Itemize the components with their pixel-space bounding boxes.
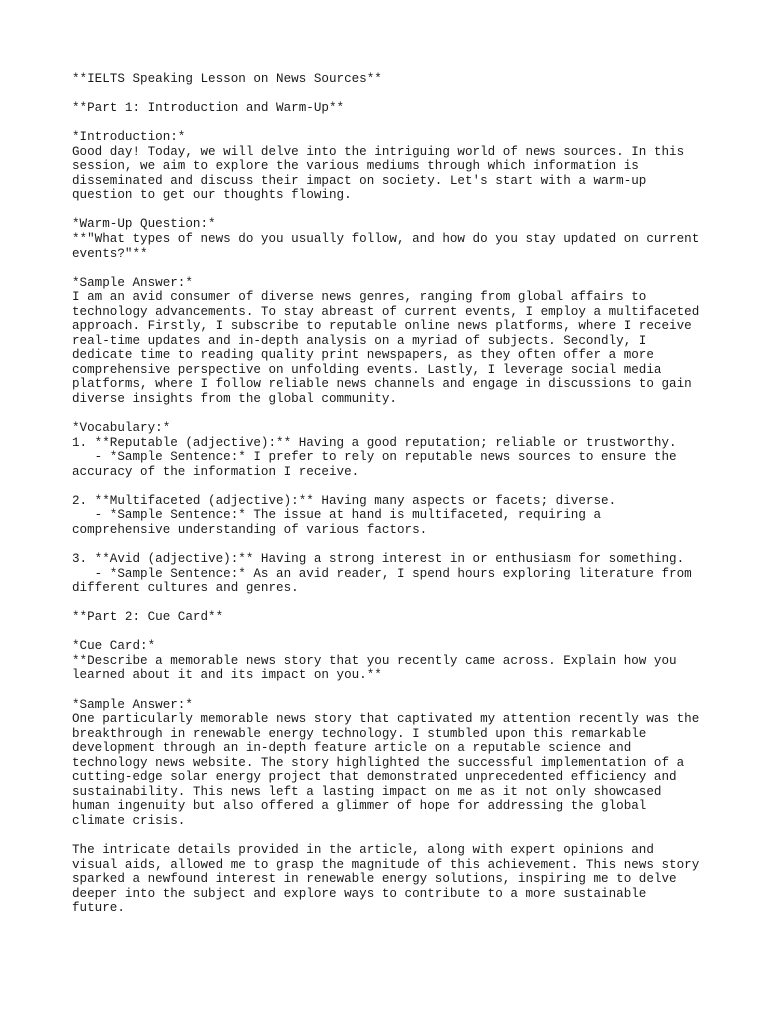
vocabulary-definition: 1. **Reputable (adjective):** Having a good reputation; reliable or trustworthy. — [72, 435, 677, 450]
vocabulary-sample-sentence: - *Sample Sentence:* I prefer to rely on reputable news sources to ensure the — [72, 450, 677, 465]
spacer — [72, 116, 712, 131]
paragraph-line: human ingenuity but also offered a glimmer of hope for addressing the global — [72, 799, 647, 814]
vocabulary-item — [72, 552, 712, 596]
paragraph-line: sparked a newfound interest in renewable energy solutions, inspiring me to delve — [72, 872, 677, 887]
paragraph-line: I am an avid consumer of diverse news genres, ranging from global affairs to — [72, 290, 647, 305]
cue-card-prompt — [72, 654, 712, 683]
vocabulary-item — [72, 436, 712, 480]
paragraph-line: **"What types of news do you usually follow, and how do you stay updated on current — [72, 232, 700, 247]
paragraph-line: diverse insights from the global community. — [72, 392, 397, 407]
part2-heading: **Part 2: Cue Card** — [72, 610, 224, 625]
paragraph-line: cutting-edge solar energy project that demonstrated unprecedented efficiency and — [72, 770, 677, 785]
spacer — [72, 683, 712, 698]
vocabulary-sample-sentence: - *Sample Sentence:* The issue at hand is multifaceted, requiring a — [72, 508, 602, 523]
paragraph-line: real-time updates and in-depth analysis on a myriad of subjects. Secondly, I — [72, 333, 647, 348]
paragraph-line: approach. Firstly, I subscribe to reputable online news platforms, where I receive — [72, 319, 692, 334]
document-page — [72, 72, 712, 916]
vocabulary-definition: 2. **Multifaceted (adjective):** Having many aspects or facets; diverse. — [72, 493, 617, 508]
sample-answer-paragraph — [72, 843, 712, 916]
spacer — [72, 596, 712, 611]
introduction-label: *Introduction:* — [72, 130, 186, 145]
spacer — [72, 407, 712, 422]
paragraph-line: future. — [72, 901, 125, 916]
paragraph-line: deeper into the subject and explore ways to contribute to a more sustainable — [72, 886, 647, 901]
paragraph-line: sustainability. This news left a lasting impact on me as it not only showcased — [72, 784, 662, 799]
paragraph-line: events?"** — [72, 246, 148, 261]
vocabulary-definition: 3. **Avid (adjective):** Having a strong interest in or enthusiasm for something. — [72, 552, 685, 567]
vocabulary-item — [72, 494, 712, 538]
vocabulary-label: *Vocabulary:* — [72, 421, 171, 436]
spacer — [72, 625, 712, 640]
paragraph-line: One particularly memorable news story that captivated my attention recently was the — [72, 712, 700, 727]
vocabulary-sample-sentence: comprehensive understanding of various factors. — [72, 522, 428, 537]
paragraph-line: question to get our thoughts flowing. — [72, 188, 352, 203]
paragraph-line: development through an in-depth feature article on a reputable science and — [72, 741, 632, 756]
vocabulary-sample-sentence: - *Sample Sentence:* As an avid reader, I spend hours exploring literature from — [72, 566, 692, 581]
paragraph-line: Good day! Today, we will delve into the intriguing world of news sources. In this — [72, 144, 685, 159]
paragraph-line: platforms, where I follow reliable news channels and engage in discussions to gain — [72, 377, 692, 392]
paragraph-line: visual aids, allowed me to grasp the magnitude of this achievement. This news story — [72, 857, 700, 872]
paragraph-line: dedicate time to reading quality print newspapers, as they often offer a more — [72, 348, 654, 363]
spacer — [72, 261, 712, 276]
sample-answer-paragraph — [72, 712, 712, 828]
paragraph-line: session, we aim to explore the various mediums through which information is — [72, 159, 639, 174]
spacer — [72, 87, 712, 102]
paragraph-line: **Describe a memorable news story that you recently came across. Explain how you — [72, 653, 677, 668]
warmup-question — [72, 232, 712, 261]
vocabulary-sample-sentence: accuracy of the information I receive. — [72, 464, 360, 479]
introduction-paragraph — [72, 145, 712, 203]
sample-answer-label: *Sample Answer:* — [72, 275, 193, 290]
paragraph-line: disseminated and discuss their impact on society. Let's start with a warm-up — [72, 173, 647, 188]
paragraph-line: breakthrough in renewable energy technology. I stumbled upon this remarkable — [72, 726, 647, 741]
paragraph-line: learned about it and its impact on you.** — [72, 668, 382, 683]
paragraph-line: technology news website. The story highlighted the successful implementation of a — [72, 755, 685, 770]
spacer — [72, 479, 712, 494]
cue-card-label: *Cue Card:* — [72, 639, 156, 654]
paragraph-line: The intricate details provided in the article, along with expert opinions and — [72, 842, 654, 857]
paragraph-line: climate crisis. — [72, 813, 186, 828]
sample-answer-label: *Sample Answer:* — [72, 697, 193, 712]
vocabulary-sample-sentence: different cultures and genres. — [72, 581, 299, 596]
sample-answer-paragraph — [72, 290, 712, 406]
document-title: **IELTS Speaking Lesson on News Sources** — [72, 72, 382, 86]
spacer — [72, 203, 712, 218]
warmup-question-label: *Warm-Up Question:* — [72, 217, 216, 232]
paragraph-line: comprehensive perspective on unfolding events. Lastly, I leverage social media — [72, 362, 662, 377]
paragraph-line: technology advancements. To stay abreast of current events, I employ a multifaceted — [72, 304, 700, 319]
part1-heading: **Part 1: Introduction and Warm-Up** — [72, 101, 345, 116]
spacer — [72, 538, 712, 553]
spacer — [72, 828, 712, 843]
